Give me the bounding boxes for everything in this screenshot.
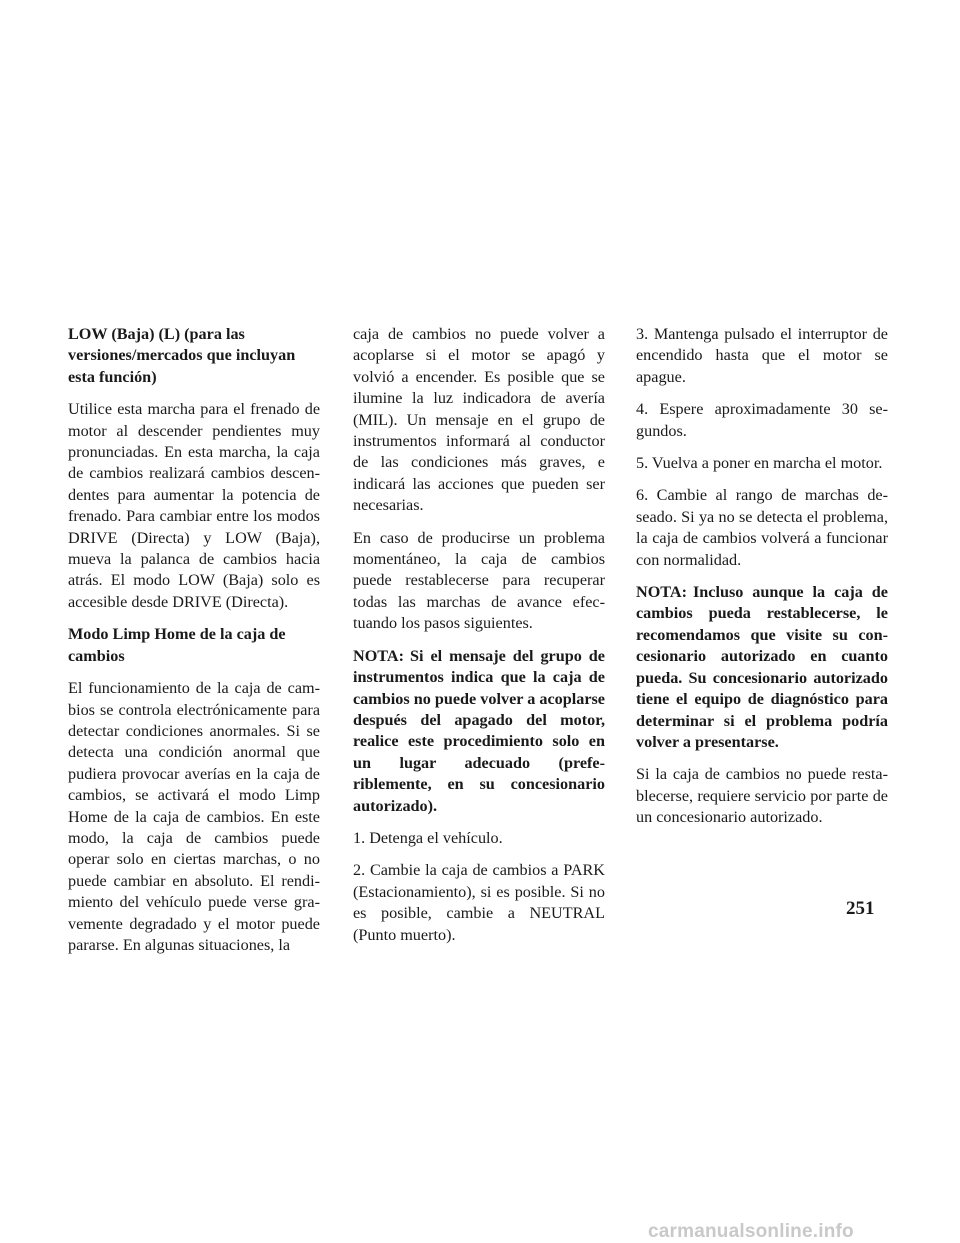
note-block: [636, 582, 888, 753]
step-1: 1. Detenga el vehículo.: [353, 828, 503, 847]
note-block: [353, 646, 605, 817]
note-text: Incluso aunque la caja de cambios pueda restablecerse, le recomendamos que visite su concesionario autorizado en cuanto pueda. Su concesionario autorizado tiene el equipo de diagnóstico para determinar si el problema podría volver a presentarse.: [636, 583, 888, 751]
step-4: 4. Espere aproximadamente 30 segundos.: [636, 400, 888, 440]
watermark: carmanualsonline.info: [648, 1221, 854, 1242]
paragraph-limp-home: El funcionamiento de la caja de cambios se controla electrónicamente para detectar condiciones anormales. Si se detecta una condición anormal que pudiera provocar averías en la caja de cambios, se activará el modo Limp Home de la caja de cambios. En este modo, la caja de cambios puede operar solo en ciertas marchas, o no puede cambiar en absoluto. El rendimiento del vehículo puede verse gravemente degradado y el motor puede pararse. En algunas situaciones, la: [68, 679, 320, 954]
note-label: NOTA:: [636, 583, 687, 602]
note-text: Si el mensaje del grupo de instrumentos indica que la caja de cambios no puede volver a acoplarse después del apagado del motor, realice este procedimiento solo en un lugar adecuado (preferiblemente, en su concesionario autorizado).: [353, 646, 605, 815]
step-2: 2. Cambie la caja de cambios a PARK (Estacionamiento), si es posible. Si no es posible, cambie a NEUTRAL (Punto muerto).: [353, 861, 605, 944]
paragraph-service: Si la caja de cambios no puede restablecerse, requiere servicio por parte de un concesionario autorizado.: [636, 765, 888, 827]
note-label: NOTA:: [353, 646, 404, 665]
paragraph-continuation: caja de cambios no puede volver a acoplarse si el motor se apagó y volvió a encender. Es posible que se ilumine la luz indicadora de avería (MIL). Un mensaje en el grupo de instrumentos informará al conductor de las condiciones más graves, e indicará las acciones que pueden ser necesarias.: [353, 325, 605, 515]
step-6: 6. Cambie al rango de marchas deseado. Si ya no se detecta el problema, la caja de cambios volverá a funcionar con normalidad.: [636, 486, 888, 569]
section-heading-limp-home: Modo Limp Home de la caja de cambios: [68, 625, 286, 665]
step-3: 3. Mantenga pulsado el interruptor de encendido hasta que el motor se apague.: [636, 325, 888, 386]
paragraph-reset: En caso de producirse un problema momentáneo, la caja de cambios puede restablecerse para recuperar todas las marchas de avance efectuando los pasos siguientes.: [353, 528, 605, 633]
column-left: [68, 324, 320, 967]
column-middle: [353, 324, 605, 957]
section-heading-low: LOW (Baja) (L) (para las versiones/mercados que incluyan esta función): [68, 325, 296, 386]
paragraph-low-description: Utilice esta marcha para el frenado de motor al descender pendientes muy pronunciadas. En esta marcha, la caja de cambios realizará cambios descendentes para aumentar la potencia de frenado. Para cambiar entre los modos DRIVE (Directa) y LOW (Baja), mueva la palanca de cambios hacia atrás. El modo LOW (Baja) solo es accesible desde DRIVE (Directa).: [68, 400, 320, 611]
page-number: 251: [846, 898, 875, 919]
step-5: 5. Vuelva a poner en marcha el motor.: [636, 454, 883, 473]
column-right: [636, 324, 888, 840]
